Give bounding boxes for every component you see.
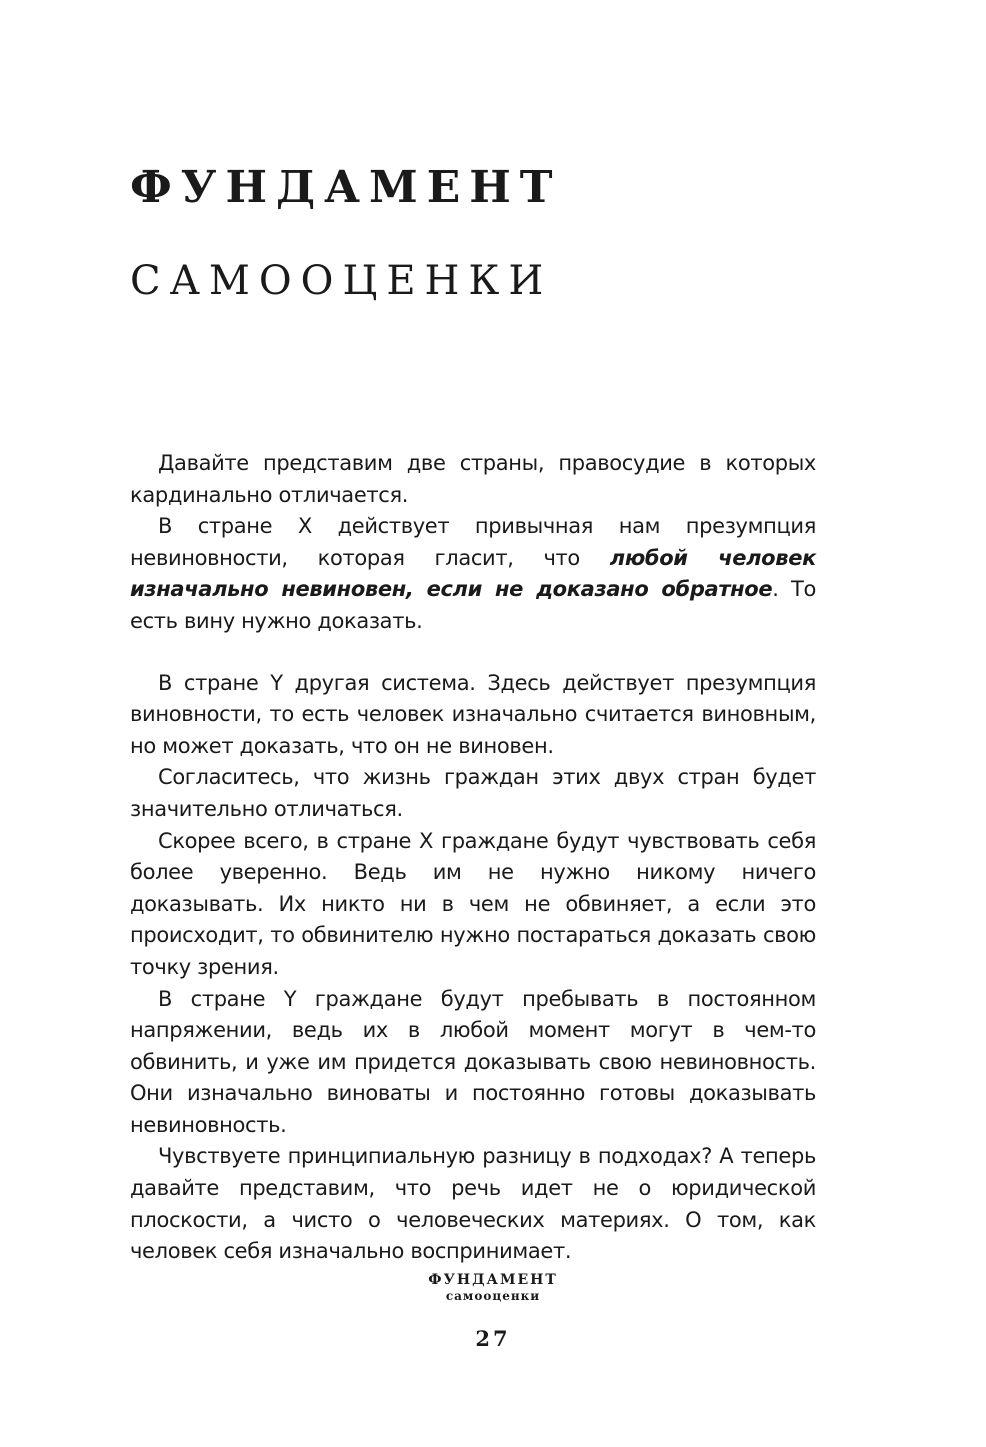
chapter-subtitle: САМООЦЕНКИ xyxy=(130,258,553,304)
paragraph-2 xyxy=(130,511,816,637)
running-footer xyxy=(0,1272,986,1303)
paragraph-6: В стране Y граждане будут пребывать в постоянном напряжении, ведь их в любой момент могут в чем-то обвинить, и уже им придется доказывать свою невиновность. Они изначально виноваты и постоянно готовы доказывать невиновность. xyxy=(130,986,816,1137)
paragraph-1: Давайте представим две страны, правосудие в которых кардинально отличается. xyxy=(130,451,816,507)
paragraph-2-end: . То есть вину нужно доказать. xyxy=(130,577,816,633)
paragraph-2-start: В стране X действует привычная нам презумпция невиновности, которая гласит, что xyxy=(130,514,816,570)
footer-subtitle: самооценки xyxy=(445,1289,541,1303)
paragraph-5: Скорее всего, в стране X граждане будут чувствовать себя более уверенно. Ведь им не нужно никому ничего доказывать. Их никто ни в чем не обвиняет, а если это происходит, то обвинителю нужно постараться доказать свою точку зрения. xyxy=(130,828,816,979)
footer-title: ФУНДАМЕНТ xyxy=(428,1272,558,1288)
paragraph-7: Чувствуете принципиальную разницу в подходах? А теперь давайте представим, что речь идет не о юридической плоскости, а чисто о человеческих материях. О том, как человек себя изначально воспринимает. xyxy=(130,1144,816,1264)
page-number: 27 xyxy=(475,1326,511,1351)
paragraph-4: Согласитесь, что жизнь граждан этих двух стран будет значительно отличаться. xyxy=(130,765,816,821)
body-text xyxy=(130,448,816,1268)
paragraph-3: В стране Y другая система. Здесь действует презумпция виновности, то есть человек изначально считается виновным, но может доказать, что он не виновен. xyxy=(130,670,816,758)
chapter-title: ФУНДАМЕНТ xyxy=(130,162,562,213)
paragraph-2-emphasis: любой человек изначально невиновен, если не доказано обратное xyxy=(130,545,816,602)
